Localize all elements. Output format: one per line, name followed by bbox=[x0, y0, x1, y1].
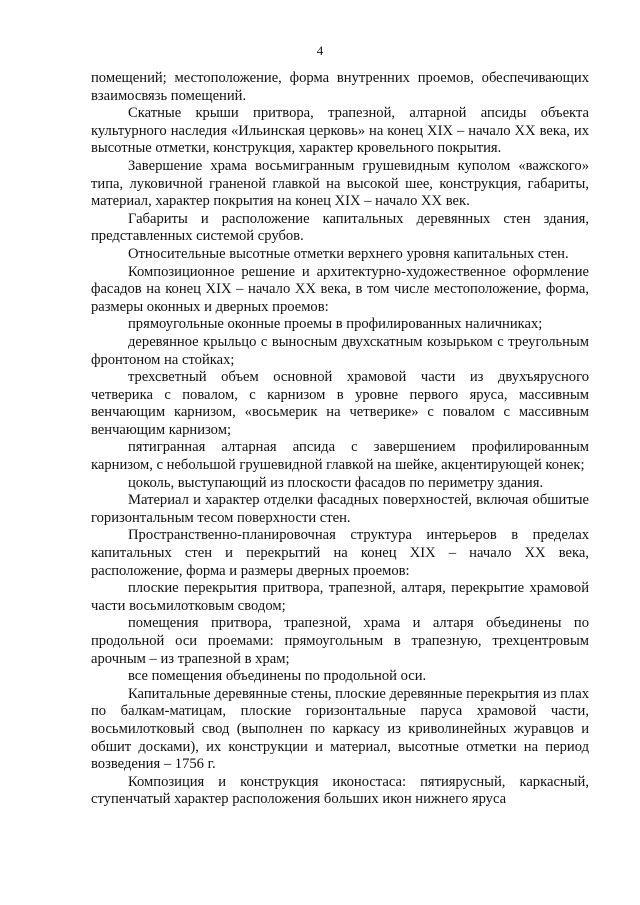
paragraph-interior-structure: Пространственно-планировочная структура интерьеров в пределах капитальных стен и перекрытий на конец XIX – начало XX века, расположение, форма и размеры дверных проемов: bbox=[91, 527, 589, 579]
document-body bbox=[91, 70, 589, 809]
paragraph-roofs: Скатные крыши притвора, трапезной, алтарной апсиды объекта культурного наследия «Ильинская церковь» на конец XIX – начало XX века, их высотные отметки, конструкция, характер кровельного покрытия. bbox=[91, 105, 589, 157]
list-item-windows: прямоугольные оконные проемы в профилированных наличниках; bbox=[128, 316, 543, 333]
list-item-main-volume: трехсветный объем основной храмовой части из двухъярусного четверика с повалом, с карнизом в уровне первого яруса, массивным венчающим карнизом, «восьмерик на четверике» с повалом с массивным венчающим карнизом; bbox=[91, 369, 589, 438]
list-item-ceilings: плоские перекрытия притвора, трапезной, алтаря, перекрытие храмовой части восьмилотковым сводом; bbox=[91, 580, 589, 614]
list-item-porch: деревянное крыльцо с выносным двухскатным козырьком с треугольным фронтоном на стойках; bbox=[91, 333, 589, 368]
paragraph-wall-heights: Относительные высотные отметки верхнего уровня капитальных стен. bbox=[128, 245, 569, 262]
paragraph-dome: Завершение храма восьмигранным грушевидным куполом «важского» типа, луковичной граненой главкой на высокой шее, конструкция, габариты, материал, характер покрытия на конец XIX – начало XX век. bbox=[91, 157, 589, 210]
paragraph-structural-walls: Капитальные деревянные стены, плоские деревянные перекрытия из плах по балкам-матицам, плоские горизонтальные паруса храмовой части, восьмилотковый свод (выполнен по каркасу из криволинейных журавцов и обшит досками), их конструкции и материал, высотные отметки на период возведения – 1756 г. bbox=[91, 685, 589, 773]
list-item-plinth: цоколь, выступающий из плоскости фасадов по периметру здания. bbox=[128, 474, 544, 491]
paragraph-iconostasis: Композиция и конструкция иконостаса: пятиярусный, каркасный, ступенчатый характер расположения больших икон нижнего яруса bbox=[91, 773, 589, 808]
paragraph-walls-dimensions: Габариты и расположение капитальных деревянных стен здания, представленных системой срубов. bbox=[91, 210, 589, 245]
paragraph-facade-material: Материал и характер отделки фасадных поверхностей, включая обшитые горизонтальным тесом поверхности стен. bbox=[91, 492, 589, 526]
paragraph-facade-composition: Композиционное решение и архитектурно-художественное оформление фасадов на конец XIX – начало XX века, в том числе местоположение, форма, размеры оконных и дверных проемов: bbox=[91, 263, 589, 315]
page-number: 4 bbox=[316, 43, 324, 58]
list-item-rooms-united: все помещения объединены по продольной оси. bbox=[128, 668, 427, 685]
paragraph-continuation: помещений; местоположение, форма внутренних проемов, обеспечивающих взаимосвязь помещений. bbox=[91, 70, 589, 104]
list-item-rooms-axis: помещения притвора, трапезной, храма и алтаря объединены по продольной оси проемами: прямоугольным в трапезную, трехцентровым арочным – из трапезной в храм; bbox=[91, 615, 589, 667]
list-item-apse: пятигранная алтарная апсида с завершением профилированным карнизом, с небольшой грушевидной главкой на шейке, акцентирующей конек; bbox=[91, 439, 589, 474]
